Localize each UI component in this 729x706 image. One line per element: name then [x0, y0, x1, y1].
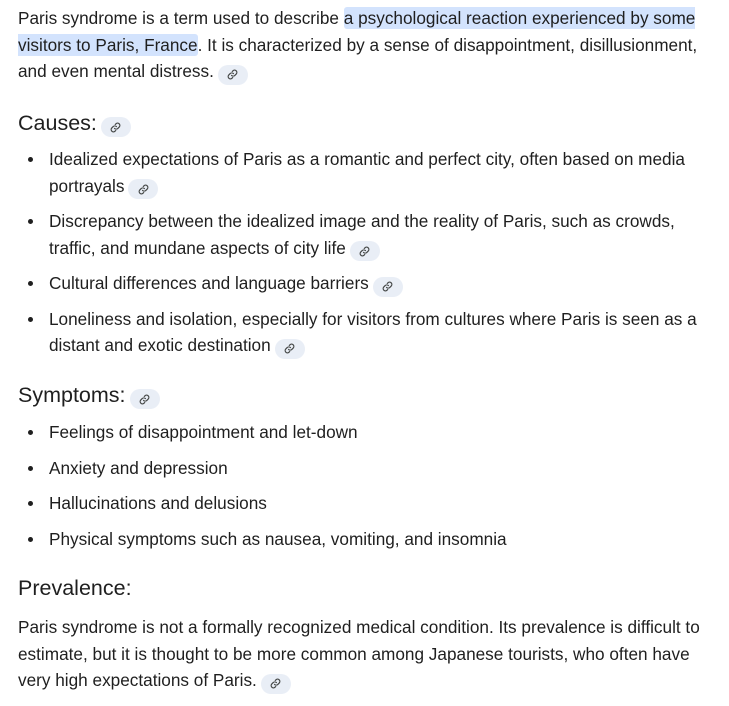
prevalence-heading: Prevalence: [18, 576, 132, 600]
source-link-chip[interactable] [275, 339, 305, 359]
list-item-text: Anxiety and depression [49, 457, 228, 478]
link-icon [270, 678, 281, 689]
list-item [18, 306, 715, 359]
list-item [18, 526, 715, 553]
symptoms-heading [18, 381, 715, 410]
prevalence-text: Paris syndrome is not a formally recognized medical condition. Its prevalence is difficult to estimate, but it is thought to be more common among Japanese tourists, who often have very high expectations of Paris. [18, 617, 700, 690]
list-item-text: Feelings of disappointment and let-down [49, 422, 358, 442]
causes-heading [18, 109, 715, 138]
list-item-text: Hallucinations and delusions [49, 493, 267, 513]
link-icon [110, 122, 121, 133]
link-icon [138, 184, 149, 195]
link-icon [382, 281, 393, 292]
intro-paragraph [18, 5, 715, 85]
link-icon [284, 343, 295, 354]
link-icon [227, 69, 238, 80]
list-item [18, 208, 715, 261]
symptoms-heading-text: Symptoms: [18, 382, 126, 407]
list-item [18, 455, 715, 482]
source-link-chip[interactable] [373, 277, 403, 297]
source-link-chip[interactable] [261, 674, 291, 694]
causes-list [18, 146, 715, 359]
list-item-text: Physical symptoms such as nausea, vomiting, and insomnia [49, 528, 507, 549]
source-link-chip[interactable] [128, 179, 158, 199]
intro-tail: . It is characterized by a sense of disappointment, disillusionment, and even mental distress. [18, 34, 698, 81]
source-link-chip[interactable] [218, 65, 248, 85]
link-icon [359, 246, 370, 257]
intro-highlight[interactable]: a psychological reaction experienced by some visitors to Paris, France [18, 8, 696, 55]
link-icon [139, 394, 150, 405]
source-link-chip[interactable] [130, 389, 160, 409]
list-item [18, 490, 715, 517]
intro-lead: Paris syndrome is a term used to describe [18, 8, 344, 28]
source-link-chip[interactable] [101, 117, 131, 137]
list-item-text: Loneliness and isolation, especially for visitors from cultures where Paris is seen as a distant and exotic destination [49, 308, 697, 355]
list-item-text: Cultural differences and language barriers [49, 273, 369, 293]
symptoms-list [18, 419, 715, 552]
list-item [18, 146, 715, 199]
list-item [18, 419, 715, 446]
list-item [18, 270, 715, 297]
list-item-text: Idealized expectations of Paris as a romantic and perfect city, often based on media portrayals [49, 149, 685, 196]
source-link-chip[interactable] [350, 241, 380, 261]
prevalence-paragraph [18, 614, 715, 694]
list-item-text: Discrepancy between the idealized image and the reality of Paris, such as crowds, traffic, and mundane aspects of city life [49, 211, 675, 258]
causes-heading-text: Causes: [18, 110, 97, 135]
